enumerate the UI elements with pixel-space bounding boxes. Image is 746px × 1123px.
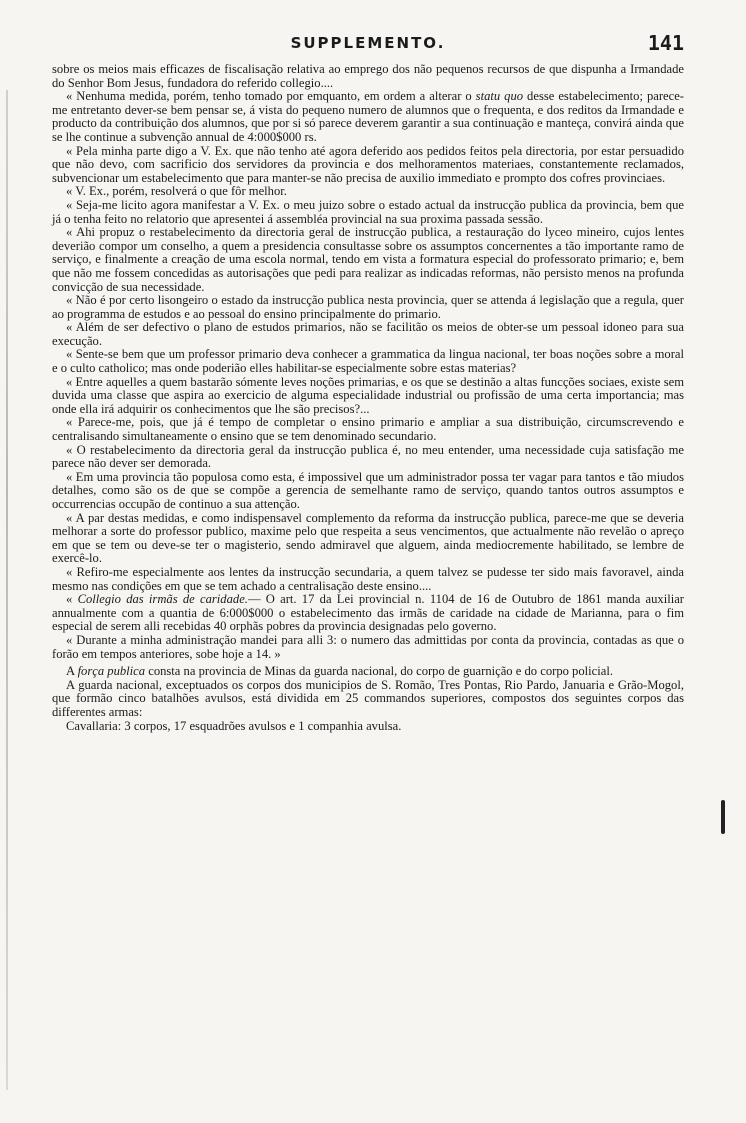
paragraph (52, 471, 684, 512)
page-edge-shadow (6, 90, 8, 1090)
paragraph-text: « Em uma provincia tão populosa como esta, é impossivel que um administrador possa ter vagar para tantos e tão miudos detalhes, como são os de que se compõe a gerencia de semelhante ramo de serviço, quando tantos outros assumptos e occurrencias occupão de continuo a sua attenção. (52, 469, 684, 511)
paragraph (52, 63, 684, 90)
paragraph (52, 321, 684, 348)
page-header (52, 31, 684, 58)
page-number: 141 (647, 31, 684, 55)
paragraph (52, 720, 684, 734)
paragraph-text: desse estabelecimento; parece-me entretanto dever-se bem pensar se, á vista do pequeno numero de alumnos que o frequenta, e dos reditos da Irmandade e producto da contribuição dos alumnos, que por si só parece deverem garantir a sua continuação e manteça, convirá ainda que se lhe continue a subvenção annual de 4:000$000 rs. (52, 89, 684, 144)
paragraph-text: « Pela minha parte digo a V. Ex. que não tenho até agora deferido aos pedidos feitos pela directoria, por estar persuadido que não devo, com sacrificio dos servidores da provincia e dos melhoramentos materiaes, constantemente reclamados, subvencionar um estabelecimento que para manter-se não precisa de auxilio immediato e prompto dos cofres provinciaes. (52, 143, 684, 185)
paragraph-text: « Entre aquelles a quem bastarão sómente leves noções primarias, e os que se destinão a altas funcções sociaes, existe sem duvida uma classe que aspira ao exercicio de alguma especialidade industrial ou profissão de uma certa importancia; mas onde ella irá adquirir os conhecimentos que lhe são precisos?... (52, 374, 684, 416)
paragraph-text: A (66, 664, 78, 679)
paragraph-text: consta na provincia de Minas da guarda nacional, do corpo de guarnição e do corpo policial. (145, 664, 613, 679)
italic-text: força publica (77, 664, 146, 679)
paragraph-text: « O restabelecimento da directoria geral da instrucção publica é, no meu entender, uma necessidade cuja satisfação me parece não dever ser demorada. (52, 442, 684, 471)
paragraph (52, 90, 684, 144)
paragraph-text: sobre os meios mais efficazes de fiscalisação relativa ao emprego dos não pequenos recursos de que dispunha a Irmandade do Senhor Bom Jesus, fundadora do referido collegio.... (52, 62, 684, 90)
paragraph (52, 566, 684, 593)
paragraph (52, 665, 684, 679)
paragraph (52, 185, 684, 199)
paragraph (52, 294, 684, 321)
paragraph-text: « Ahi propuz o restabelecimento da directoria geral de instrucção publica, a restauração do lyceo mineiro, cujos lentes deverião compor um conselho, a quem a presidencia consultasse sobre os assumptos concernentes a tão importante ramo de serviço, e finalmente a creação de uma escola normal, tendo em vista a formatura especial do professorato primario; e, bem que não me fossem concedidas as autorisações que pedi para realizar as indicadas reformas, não persisto menos na profunda convicção de sua necessidade. (52, 225, 684, 294)
paragraph (52, 376, 684, 417)
header-title: SUPPLEMENTO. (290, 34, 446, 52)
paragraph (52, 348, 684, 375)
paragraph-text: A guarda nacional, exceptuados os corpos dos municipios de S. Romão, Tres Pontas, Rio Pardo, Januaria e Grão-Mogol, que formão cinco batalhões avulsos, está dividida em 25 commandos superiores, compostos dos seguintes corpos das differentes armas: (52, 677, 684, 719)
paragraph (52, 145, 684, 186)
paragraph-text: « Refiro-me especialmente aos lentes da instrucção secundaria, a quem talvez se pudesse ter sido mais favoravel, ainda mesmo nas condições em que se tem achado a centralisação deste ensino.... (52, 564, 684, 593)
paragraph-text: « Não é por certo lisongeiro o estado da instrucção publica nesta provincia, quer se attenda á legislação que a regula, quer ao programma de estudos e ao pessoal do ensino principalmente do primario. (52, 293, 684, 321)
paragraph (52, 512, 684, 566)
paragraph-text: « (66, 592, 78, 607)
paragraph-text: « Seja-me licito agora manifestar a V. Ex. o meu juizo sobre o estado actual da instrucção publica da provincia, bem que já o tenha feito no relatorio que apresentei á assembléa provincial na sua proxima passada sessão. (52, 197, 684, 226)
paragraph-text: « Sente-se bem que um professor primario deva conhecer a grammatica da lingua nacional, ter boas noções sobre a moral e o culto catholico; mas onde poderião elles habilitar-se especialmente sobre estas materias? (52, 347, 684, 376)
body-text (52, 63, 684, 733)
paragraph (52, 593, 684, 634)
paragraph (52, 416, 684, 443)
paragraph-text: « Nenhuma medida, porém, tenho tomado por emquanto, em ordem a alterar o (66, 89, 476, 104)
paragraph (52, 226, 684, 294)
italic-text: statu quo (475, 89, 524, 104)
paragraph-text: « A par destas medidas, e como indispensavel complemento da reforma da instrucção publica, parece-me que se deveria melhorar a sorte do professor publico, maxime pelo que respeita a seus vencimentos, que actualmente não revelão o apreço em que se tem ou deve-se ter o magisterio, sendo admiravel que alguem, ainda mediocremente habilitado, se lembre de exercê-lo. (52, 510, 684, 566)
paragraph (52, 199, 684, 226)
paragraph-text: « Durante a minha administração mandei para alli 3: o numero das admittidas por conta da provincia, contadas as que o forão em tempos anteriores, sobe hoje a 14. » (52, 632, 684, 661)
italic-text: Collegio das irmãs de caridade. (77, 592, 248, 607)
paragraph-text: — O art. 17 da Lei provincial n. 1104 de 16 de Outubro de 1861 manda auxiliar annualmente com a quantia de 6:000$000 o estabelecimento das irmãs de caridade na cidade de Marianna, para o fim especial de serem alli recebidas 40 orphãs pobres da provincia designadas pelo governo. (52, 592, 684, 634)
paragraph (52, 679, 684, 720)
paragraph-text: « V. Ex., porém, resolverá o que fôr melhor. (66, 184, 287, 199)
paragraph (52, 634, 684, 661)
paragraph-text: « Além de ser defectivo o plano de estudos primarios, não se facilitão os meios de obter-se um pessoal idoneo para sua execução. (52, 320, 684, 348)
paragraph (52, 444, 684, 471)
paragraph-text: Cavallaria: 3 corpos, 17 esquadrões avulsos e 1 companhia avulsa. (66, 718, 402, 733)
margin-mark (721, 800, 725, 834)
paragraph-text: « Parece-me, pois, que já é tempo de completar o ensino primario e ampliar a sua distribuição, circumscrevendo e centralisando simultaneamente o ensino que se tem denominado secundario. (52, 415, 684, 444)
